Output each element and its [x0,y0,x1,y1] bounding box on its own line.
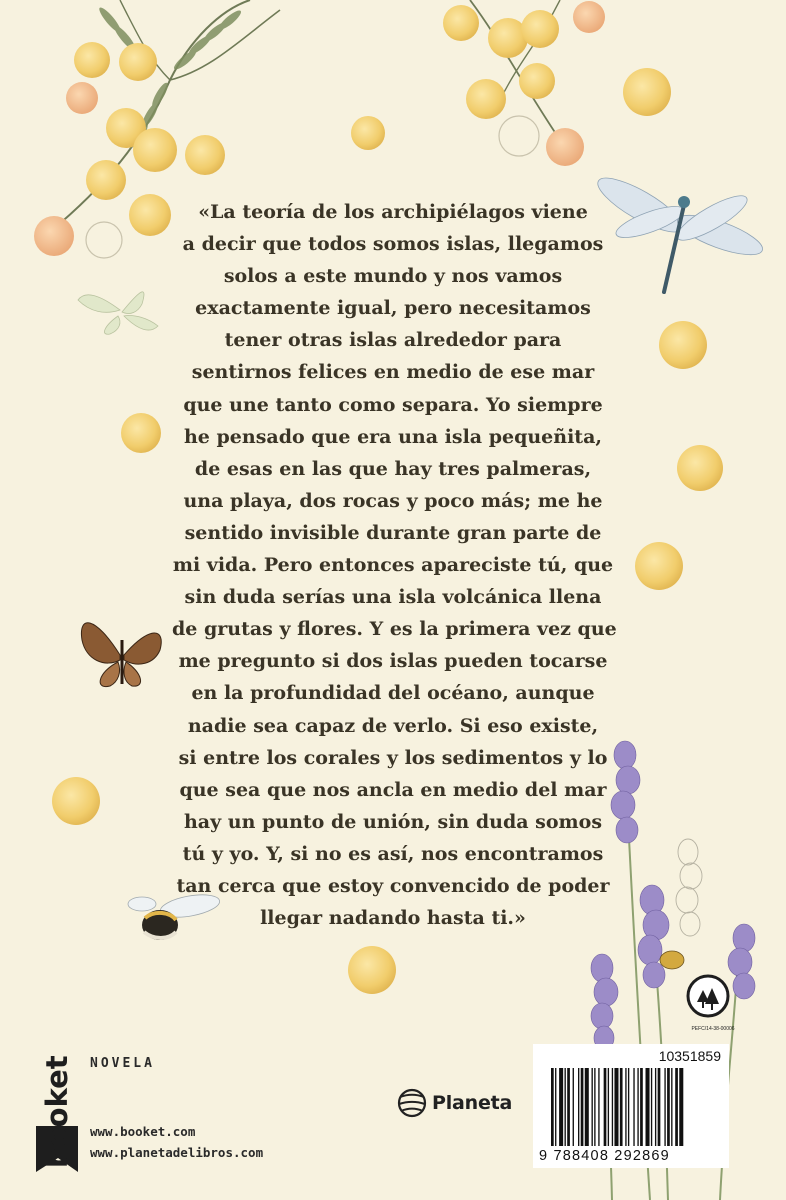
website-planetadelibros[interactable]: www.planetadelibros.com [90,1145,264,1160]
blurb-line: me pregunto si dos islas pueden tocarse [178,650,608,673]
blurb-line: solos a este mundo y nos vamos [223,265,563,288]
barcode-bar [565,1068,566,1146]
booket-logo-text: booket [40,1055,74,1168]
barcode-bar [633,1068,634,1146]
barcode-bar [679,1068,683,1146]
pefc-code: PEFC/14-38-00006 [691,1026,735,1032]
barcode-bar [620,1068,623,1146]
barcode-bar [592,1068,593,1146]
barcode-bar [646,1068,650,1146]
barcode-bar [658,1068,661,1146]
barcode-bar [664,1068,665,1146]
barcode-bar [608,1068,609,1146]
barcode-bar [625,1068,626,1146]
blurb-line: hay un punto de unión, sin duda somos [183,810,603,833]
mimosa-branch-top-right [443,0,671,166]
blurb-line: sentirnos felices en medio de ese mar [191,361,595,384]
blurb-line: llegar nadando hasta ti.» [260,907,526,930]
genre-label: NOVELA [90,1056,155,1071]
planeta-logo-text: Planeta [432,1092,513,1114]
blurb-line: tan cerca que estoy convencido de poder [176,874,610,897]
booket-logo [36,1052,78,1170]
barcode-bar [612,1068,613,1146]
blurb-line: exactamente igual, pero necesitamos [195,297,591,320]
barcode-bar [614,1068,618,1146]
barcode-bar [604,1068,607,1146]
barcode-bar [671,1068,672,1146]
blurb-line: tú y yo. Y, si no es así, nos encontramos [182,842,604,865]
butterfly-illustration [81,623,161,687]
barcode-bar [585,1068,589,1146]
planeta-logo [398,1086,512,1120]
website-booket[interactable]: www.booket.com [90,1124,196,1139]
barcode-bar [637,1068,638,1146]
barcode-bar [573,1068,574,1146]
blurb-line: una playa, dos rocas y poco más; me he [183,489,603,512]
barcode-bar [578,1068,579,1146]
barcode-bar [640,1068,643,1146]
back-cover-blurb [172,196,617,934]
leaf-sprig [78,292,158,334]
blurb-line: de esas en las que hay tres palmeras, [194,457,592,480]
barcode-bar [581,1068,584,1146]
blurb-line: en la profundidad del océano, aunque [191,682,595,705]
blurb-line: si entre los corales y los sedimentos y lo [178,746,608,769]
dragonfly-illustration [591,169,766,292]
barcode-bar [628,1068,629,1146]
blurb-line: he pensado que era una isla pequeñita, [183,425,603,448]
blurb-line: sentido invisible durante gran parte de [184,521,602,544]
pefc-logo-icon [688,976,728,1016]
blurb-line: «La teoría de los archipiélagos viene [198,201,588,223]
barcode-bar [555,1068,556,1146]
barcode-bar [594,1068,595,1146]
barcode-bar [567,1068,570,1146]
blurb-line: sin duda serías una isla volcánica llena [184,586,602,609]
barcode-code-top: 10351859 [658,1048,721,1064]
barcode-bar [651,1068,652,1146]
barcode-bar [667,1068,670,1146]
blurb-line: nadie sea capaz de verlo. Si eso existe, [187,714,599,737]
barcode-bar [675,1068,678,1146]
blurb-line: que sea que nos ancla en medio del mar [179,778,607,801]
barcode-bar [655,1068,656,1146]
blurb-line: que une tanto como separa. Yo siempre [183,393,603,416]
barcode-bar [559,1068,563,1146]
blurb-line: mi vida. Pero entonces apareciste tú, que [172,554,614,577]
barcode-bar [598,1068,599,1146]
barcode-bar [551,1068,554,1146]
blurb-line: de grutas y flores. Y es la primera vez que [172,618,617,641]
planeta-globe-icon-slot [398,1089,426,1117]
blurb-line: tener otras islas alrededor para [224,329,562,352]
blurb-line: a decir que todos somos islas, llegamos [182,233,604,256]
barcode-panel [533,1044,729,1168]
barcode-isbn-digits: 9 788408 292869 [539,1148,670,1164]
